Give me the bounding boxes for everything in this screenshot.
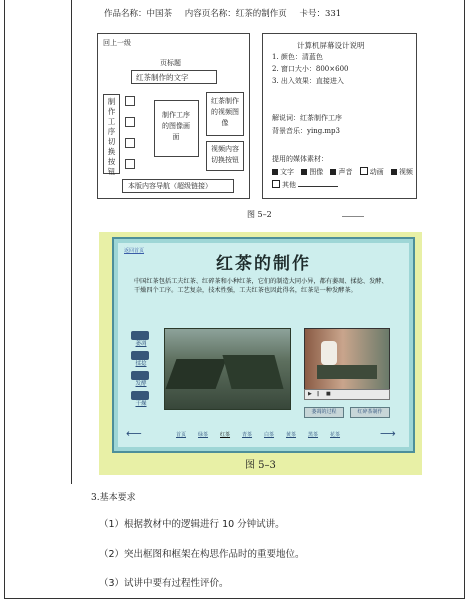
design-item-3: 3. 出入效果：直接进入 xyxy=(272,77,344,85)
card-header xyxy=(104,7,351,19)
figure-5-2-caption: 图 5–2 xyxy=(247,210,272,219)
nav-dark-tea[interactable]: 黑茶 xyxy=(308,432,319,438)
requirement-2: （2）突出框图和框架在构思作品时的重要地位。 xyxy=(99,549,305,560)
work-name: 作品名称：中国茶 xyxy=(104,9,173,19)
page-name: 内容页名称：红茶的制作页 xyxy=(184,9,287,19)
nav-square-4 xyxy=(125,159,135,169)
requirement-3: （3）试讲中要有过程性评价。 xyxy=(99,578,229,589)
design-notes-box xyxy=(262,33,417,199)
video-switch-box: 视频内容切换按钮 xyxy=(206,141,244,171)
back-label: 回上一级 xyxy=(103,39,131,47)
arrow-left-icon[interactable]: ⟵ xyxy=(126,427,142,440)
nav-oolong-tea[interactable]: 青茶 xyxy=(242,432,253,438)
checkbox-empty-icon xyxy=(360,167,368,175)
checkbox-checked-icon xyxy=(330,169,336,175)
caption-rule xyxy=(342,216,364,217)
stop-icon[interactable]: ■ xyxy=(326,391,331,397)
nav-square-2 xyxy=(125,117,135,127)
media-option-text: 文字 xyxy=(272,168,294,176)
media-option-other: 其他 xyxy=(272,180,338,190)
title-text-box: 红茶制作的文字 xyxy=(131,70,217,84)
background-music: 背景音乐：ying.mp3 xyxy=(272,127,340,135)
media-title: 提用的媒体素材： xyxy=(272,155,328,163)
design-item-2: 2. 窗口大小：800×600 xyxy=(272,65,349,73)
courseware-window xyxy=(112,237,415,453)
process-switch-buttons-box: 制作工序切换按钮 xyxy=(103,94,120,174)
broken-tea-button[interactable]: 红碎茶制作 xyxy=(350,407,390,418)
process-button-withering[interactable]: 萎凋 xyxy=(124,331,158,347)
video-player-bar[interactable] xyxy=(304,389,390,400)
nav-home[interactable]: 首页 xyxy=(176,432,187,438)
nav-square-3 xyxy=(125,138,135,148)
checkbox-checked-icon xyxy=(391,169,397,175)
play-icon[interactable]: ▶ xyxy=(308,391,312,397)
nav-green-tea[interactable]: 绿茶 xyxy=(198,432,209,438)
design-notes-title: 计算机屏幕设计说明 xyxy=(297,41,365,50)
page-title-label: 页标题 xyxy=(160,59,181,67)
media-option-image: 图像 xyxy=(301,168,323,176)
media-option-video: 视频 xyxy=(391,168,413,176)
media-option-animation: 动画 xyxy=(360,168,384,176)
process-photo xyxy=(164,328,291,410)
nav-white-tea[interactable]: 白茶 xyxy=(264,432,275,438)
courseware-canvas xyxy=(118,243,409,447)
pause-icon[interactable]: ‖ xyxy=(317,391,320,397)
process-button-drying[interactable]: 干燥 xyxy=(124,391,158,407)
narration-text: 解说词：红茶制作工序 xyxy=(272,114,342,122)
checkbox-empty-icon xyxy=(272,180,280,188)
arrow-right-icon[interactable]: ⟶ xyxy=(380,427,396,440)
checkbox-checked-icon xyxy=(272,169,278,175)
nav-flower-tea[interactable]: 花茶 xyxy=(330,432,341,438)
process-button-fermenting[interactable]: 发酵 xyxy=(124,371,158,387)
nav-black-tea[interactable]: 红茶 xyxy=(220,432,231,438)
return-home-link[interactable]: 返回首页 xyxy=(124,248,145,254)
requirements-title: 3.基本要求 xyxy=(91,493,136,503)
video-frame xyxy=(304,328,390,390)
card-number: 卡号：331 xyxy=(299,9,342,19)
courseware-title: 红茶的制作 xyxy=(216,254,311,274)
process-button-rolling[interactable]: 揉捻 xyxy=(124,351,158,367)
video-image-box: 红茶制作的视频图像 xyxy=(206,92,244,136)
process-image-box: 制作工序的图像画面 xyxy=(154,100,199,157)
design-item-1: 1. 颜色：清蓝色 xyxy=(272,53,323,61)
media-option-sound: 声音 xyxy=(330,168,352,176)
storyboard-frame xyxy=(97,33,250,199)
nav-square-1 xyxy=(125,96,135,106)
bottom-nav-box: 本版内容导航（超级链接） xyxy=(122,179,234,193)
checkbox-checked-icon xyxy=(301,169,307,175)
courseware-intro: 中国红茶包括工夫红茶、红碎茶和小种红茶，它们的制造大同小异，都有萎凋、揉捻、发酵、干燥四个工序。工艺复杂，技术性强，工夫红茶也因此得名，红茶是一种发酵茶。 xyxy=(134,278,388,294)
left-column-rule xyxy=(71,0,72,484)
figure-5-3-caption: 图 5–3 xyxy=(245,460,276,471)
nav-yellow-tea[interactable]: 黄茶 xyxy=(286,432,297,438)
requirement-1: （1）根据教材中的逻辑进行 10 分钟试讲。 xyxy=(99,519,285,530)
withering-process-button[interactable]: 萎凋的过程 xyxy=(304,407,344,418)
media-options xyxy=(272,167,413,177)
courseware-screenshot xyxy=(99,232,422,475)
